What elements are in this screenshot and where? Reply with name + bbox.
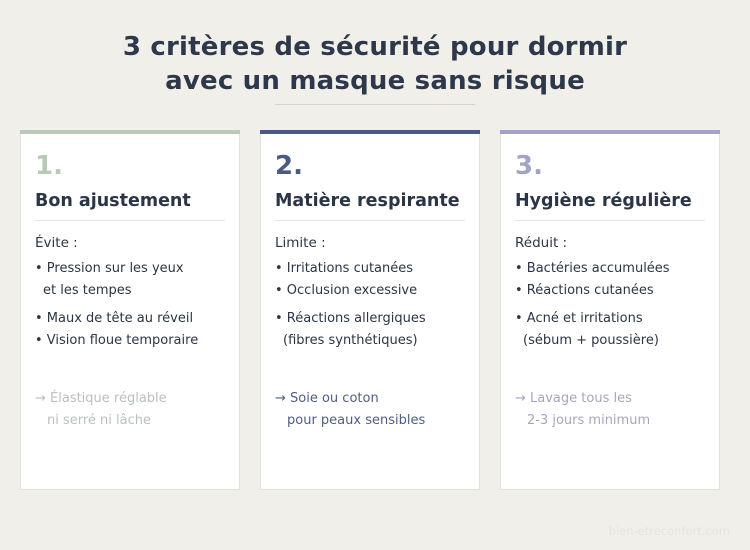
criterion-card-hygiene — [500, 130, 720, 490]
list-item — [275, 308, 475, 352]
list-item-text: • Réactions allergiques — [275, 311, 426, 326]
site-watermark: bien-etreconfort.com — [608, 524, 730, 538]
list-item-text: • Pression sur les yeux — [35, 261, 184, 276]
title-line-1: 3 critères de sécurité pour dormir — [122, 32, 628, 62]
card-divider — [275, 220, 465, 221]
recommendation-line-2: ni serré ni lâche — [47, 413, 152, 428]
page-title — [0, 30, 750, 98]
card-recommendation — [515, 388, 715, 432]
list-item — [35, 308, 235, 330]
recommendation-line-1: → Élastique réglable — [35, 391, 167, 406]
list-item — [275, 258, 475, 280]
list-item — [515, 280, 715, 302]
card-divider — [35, 220, 225, 221]
card-heading: Bon ajustement — [35, 191, 191, 211]
card-intro: Limite : — [275, 235, 326, 251]
title-line-2: avec un masque sans risque — [165, 66, 585, 96]
card-divider — [515, 220, 705, 221]
card-recommendation — [35, 388, 235, 432]
list-item-text: • Vision floue temporaire — [35, 333, 199, 348]
card-number: 1. — [35, 151, 63, 181]
recommendation-line-2: pour peaux sensibles — [287, 413, 426, 428]
card-accent-bar — [500, 130, 720, 134]
list-item — [35, 258, 235, 302]
criterion-card-fit — [20, 130, 240, 490]
list-item-text: • Réactions cutanées — [515, 283, 654, 298]
recommendation-line-2: 2-3 jours minimum — [527, 413, 651, 428]
card-intro: Réduit : — [515, 235, 568, 251]
card-intro: Évite : — [35, 235, 78, 251]
card-number: 2. — [275, 151, 303, 181]
recommendation-line-1: → Soie ou coton — [275, 391, 379, 406]
card-accent-bar — [20, 130, 240, 134]
title-divider — [275, 104, 475, 105]
list-item — [275, 280, 475, 302]
list-item-text: • Bactéries accumulées — [515, 261, 670, 276]
list-item-text: • Occlusion excessive — [275, 283, 418, 298]
list-item-continuation: (fibres synthétiques) — [283, 333, 418, 348]
list-item — [35, 330, 235, 352]
card-number: 3. — [515, 151, 543, 181]
list-item — [515, 308, 715, 352]
card-heading: Matière respirante — [275, 191, 460, 211]
list-item-text: • Maux de tête au réveil — [35, 311, 194, 326]
card-recommendation — [275, 388, 475, 432]
list-item — [515, 258, 715, 280]
card-heading: Hygiène régulière — [515, 191, 692, 211]
list-item-text: • Acné et irritations — [515, 311, 643, 326]
list-item-text: • Irritations cutanées — [275, 261, 414, 276]
list-item-continuation: (sébum + poussière) — [523, 333, 659, 348]
criterion-card-material — [260, 130, 480, 490]
card-accent-bar — [260, 130, 480, 134]
list-item-continuation: et les tempes — [43, 283, 132, 298]
recommendation-line-1: → Lavage tous les — [515, 391, 632, 406]
